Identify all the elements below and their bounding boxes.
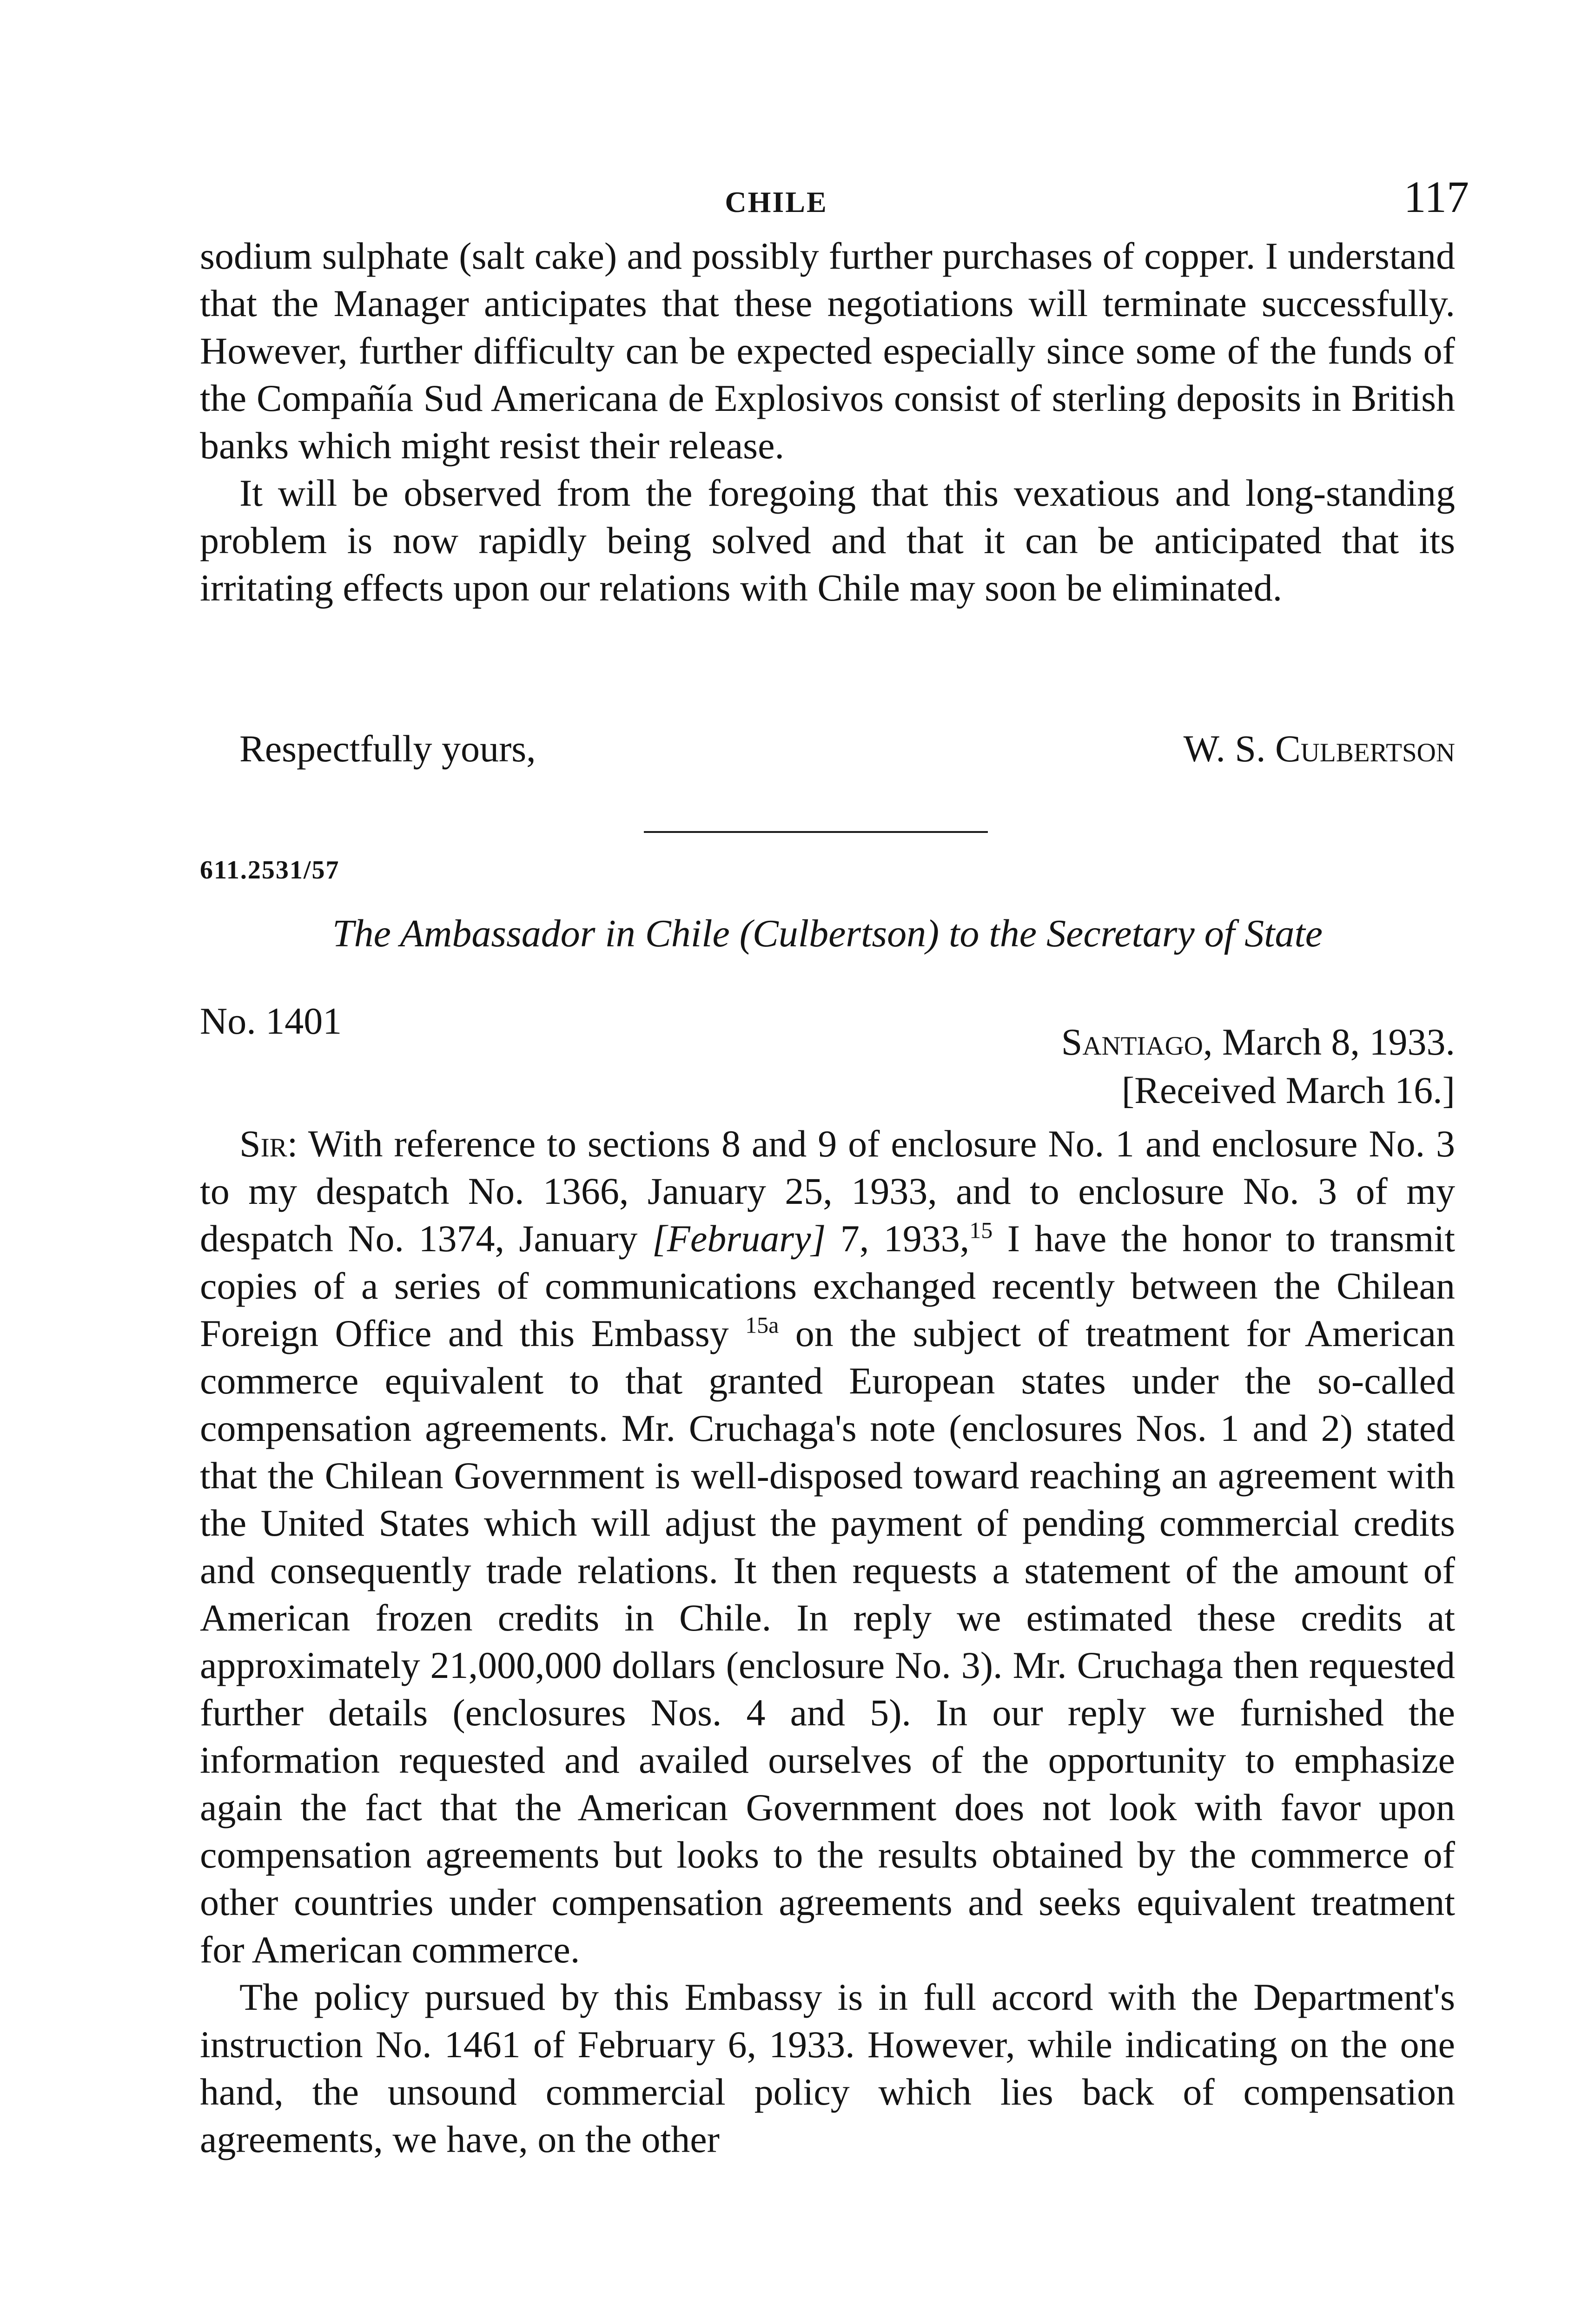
place-date: [697, 1018, 1455, 1115]
place: Santiago: [1061, 1021, 1203, 1063]
document-title: The Ambassador in Chile (Culbertson) to the Secretary of State: [332, 912, 1323, 955]
text-run: on the subject of treatment for American commerce equivalent to that granted European states under the so-called compensation agreements. Mr. Cruchaga's note (enclosures Nos. 1 and 2) stated that the Chilean Government is well-disposed toward reaching an agreement with the United States which will adjust the payment of pending commercial credits and consequently trade relations. It then requests a statement of the amount of American frozen credits in Chile. In reply we estimated these credits at approximately 21,000,000 dollars (enclosure No. 3). Mr. Cruchaga then requested further details (enclosures Nos. 4 and 5). In our reply we furnished the information requested and availed ourselves of the opportunity to emphasize again the fact that the American Government does not look with favor upon compensation agreements but looks to the results obtained by the commerce of other countries under compensation agreements and seeks equivalent treatment for American commerce.: [200, 1312, 1455, 1971]
closing: Respectfully yours,: [239, 727, 536, 770]
bracketed-correction: [February]: [652, 1217, 826, 1260]
paragraph: [200, 1120, 1455, 1974]
text-run: 7, 1933,: [826, 1217, 970, 1260]
salutation: Sir:: [239, 1122, 298, 1165]
date: , March 8, 1933.: [1203, 1021, 1455, 1063]
sign-off: [239, 725, 1455, 772]
page-number: 117: [1403, 172, 1469, 222]
footnote-ref: 15: [969, 1217, 993, 1243]
dispatch-body: [200, 1120, 1455, 2163]
running-head: CHILE: [725, 185, 828, 218]
received-date: [Received March 16.]: [1121, 1069, 1455, 1111]
file-number: 611.2531/57: [200, 856, 340, 885]
section-divider: [644, 831, 988, 833]
text-run: I have the honor to transmit copies of a series of communications exchanged recently between the Chilean Foreign Office and this Embassy: [200, 1217, 1455, 1354]
text-run: With reference to sections 8 and 9 of enclosure No. 1 and enclosure No. 3 to my despatch No. 1366, January 25, 1933, and to enclosure No. 3 of my despatch No. 1374, January: [200, 1122, 1455, 1260]
footnote-ref: 15a: [745, 1312, 779, 1338]
dispatch-number: No. 1401: [200, 1000, 342, 1042]
paragraph: The policy pursued by this Embassy is in full accord with the Department's instruction No. 1461 of February 6, 1933. However, while indicating on the one hand, the unsound commercial policy which lies back of compensation agreements, we have, on the other: [200, 1976, 1455, 2160]
paragraph: It will be observed from the foregoing that this vexatious and long-standing problem is now rapidly being solved and that it can be anticipated that its irritating effects upon our relations with Chile may soon be eliminated.: [200, 472, 1455, 609]
signature: W. S. Culbertson: [1183, 727, 1455, 770]
paragraph: sodium sulphate (salt cake) and possibly further purchases of copper. I understand that the Manager anticipates that these negotiations will terminate successfully. However, further difficulty can be expected especially since some of the funds of the Compañía Sud Americana de Explosivos consist of sterling deposits in British banks which might resist their release.: [200, 235, 1455, 467]
continuation-text: [200, 232, 1455, 612]
